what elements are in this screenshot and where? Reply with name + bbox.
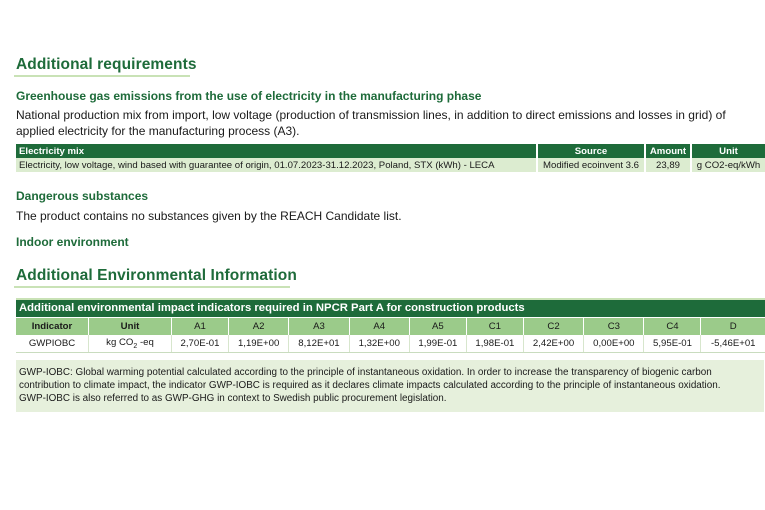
dangerous-substances-text: The product contains no substances given by the REACH Candidate list.: [16, 209, 402, 223]
mix-header-source: Source: [537, 144, 645, 158]
env-header-indicator: Indicator: [16, 318, 89, 336]
env-cell-c3: 0,00E+00: [584, 335, 644, 353]
env-header-c3: C3: [584, 318, 644, 336]
unit-subscript: 2: [133, 342, 138, 350]
mix-header-unit: Unit: [691, 144, 765, 158]
section-title-additional-requirements: Additional requirements: [16, 56, 197, 73]
indoor-environment-heading: Indoor environment: [16, 235, 129, 249]
note-line: contribution to climate impact, the indicator GWP-IOBC is required as it declares climate impacts calculated according to the principle of instantaneous oxidation.: [19, 380, 721, 391]
env-cell-a1: 2,70E-01: [172, 335, 229, 353]
note-line: GWP-IOBC: Global warming potential calculated according to the principle of instantaneous oxidation. In order to increase the transparency of biogenic carbon: [19, 367, 712, 378]
electricity-mix-table: [16, 144, 765, 172]
env-indicators-grid: [16, 317, 765, 353]
env-cell-d: -5,46E+01: [701, 335, 765, 353]
env-cell-unit: [89, 335, 172, 353]
env-header-a1: A1: [172, 318, 229, 336]
env-header-a3: A3: [289, 318, 349, 336]
section-title-additional-environmental-information: Additional Environmental Information: [16, 267, 297, 284]
env-header-c1: C1: [466, 318, 523, 336]
unit-prefix: kg CO: [106, 337, 134, 349]
mix-header-electricity-mix: Electricity mix: [16, 144, 537, 158]
env-header-row: [16, 318, 765, 336]
title-underline: [14, 286, 290, 288]
ghg-text: National production mix from import, low voltage (production of transmission lines, in addition to direct emissions and losses in grid) of applied electricity for the manufacturing process (A3).: [16, 108, 726, 138]
env-cell-indicator: GWPIOBC: [16, 335, 89, 353]
env-header-c2: C2: [523, 318, 583, 336]
mix-header-amount: Amount: [645, 144, 691, 158]
env-cell-a4: 1,32E+00: [349, 335, 409, 353]
unit-suffix: -eq: [137, 337, 154, 349]
env-header-a5: A5: [409, 318, 466, 336]
environmental-indicators-table: [16, 300, 765, 353]
title-underline: [14, 75, 190, 77]
env-cell-a5: 1,99E-01: [409, 335, 466, 353]
mix-cell-unit: g CO2-eq/kWh: [691, 158, 765, 172]
mix-table-header-row: [16, 144, 765, 158]
env-header-d: D: [701, 318, 765, 336]
env-cell-a3: 8,12E+01: [289, 335, 349, 353]
ghg-heading: Greenhouse gas emissions from the use of electricity in the manufacturing phase: [16, 89, 482, 103]
mix-cell-amount: 23,89: [645, 158, 691, 172]
env-cell-a2: 1,19E+00: [229, 335, 289, 353]
note-line: GWP-IOBC is also referred to as GWP-GHG in context to Swedish public procurement legislation.: [19, 393, 447, 404]
env-cell-c1: 1,98E-01: [466, 335, 523, 353]
gwp-iobc-note: [16, 360, 764, 412]
env-header-a4: A4: [349, 318, 409, 336]
table-row: [16, 335, 765, 353]
env-cell-c2: 2,42E+00: [523, 335, 583, 353]
env-cell-c4: 5,95E-01: [644, 335, 701, 353]
mix-cell-electricity: Electricity, low voltage, wind based with guarantee of origin, 01.07.2023-31.12.2023, Poland, STX (kWh) - LECA: [16, 158, 537, 172]
env-header-a2: A2: [229, 318, 289, 336]
env-header-c4: C4: [644, 318, 701, 336]
env-table-title: Additional environmental impact indicators required in NPCR Part A for construction products: [16, 300, 765, 317]
dangerous-substances-heading: Dangerous substances: [16, 189, 149, 203]
mix-cell-source: Modified ecoinvent 3.6: [537, 158, 645, 172]
mix-table-row: [16, 158, 765, 172]
env-header-unit: Unit: [89, 318, 172, 336]
